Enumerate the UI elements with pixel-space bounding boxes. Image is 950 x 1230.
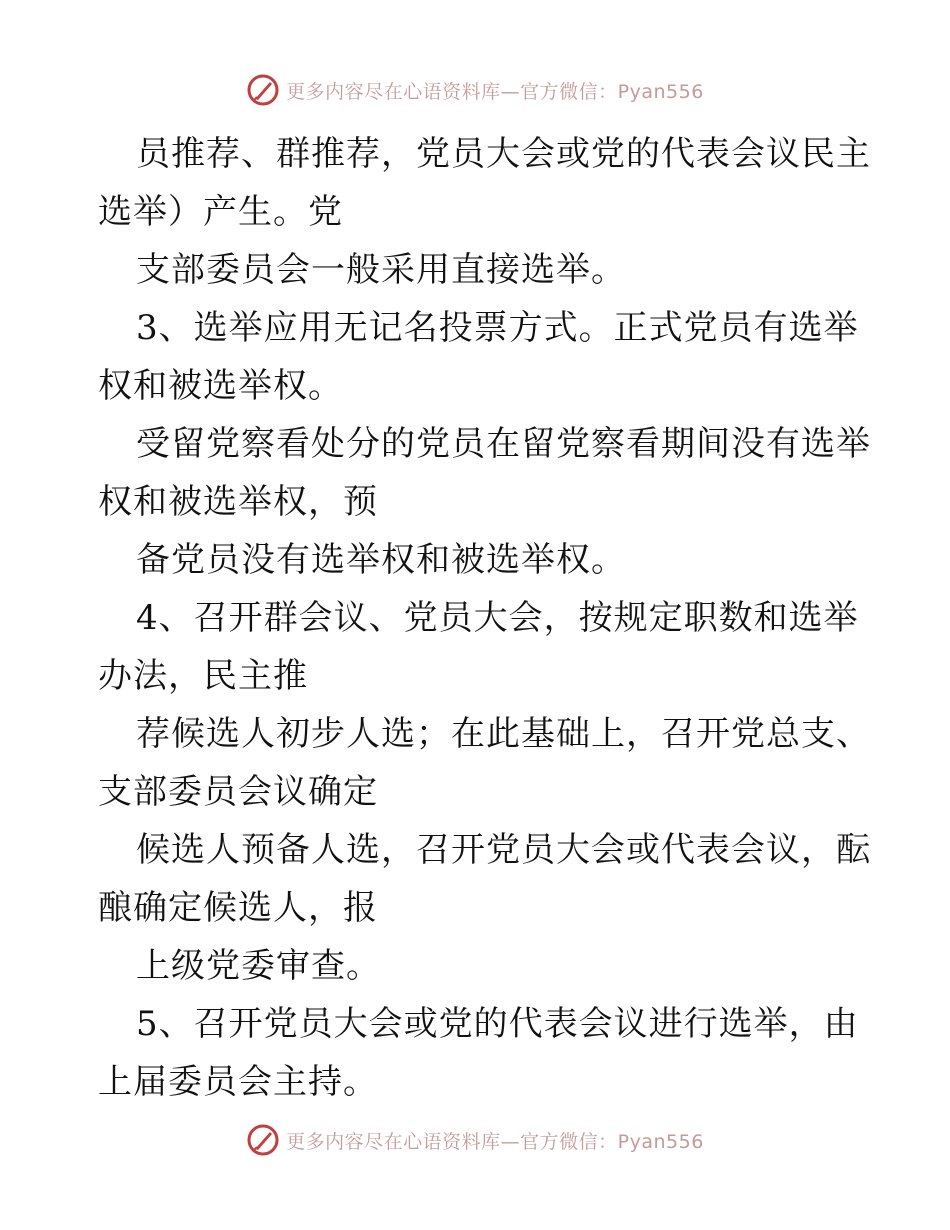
quill-circle-icon xyxy=(246,1123,280,1157)
text-line: 员推荐、群推荐，党员大会或党的代表会议民主 xyxy=(136,134,871,174)
quill-circle-icon xyxy=(246,73,280,107)
text-line: 权和被选举权，预 xyxy=(98,482,378,522)
text-line: 荐候选人初步人选；在此基础上，召开党总支、 xyxy=(136,714,871,754)
text-line: 酿确定候选人，报 xyxy=(98,888,378,928)
document-body xyxy=(98,125,871,1111)
text-line: 受留党察看处分的党员在留党察看期间没有选举 xyxy=(136,424,871,464)
text-line: 5、召开党员大会或党的代表会议进行选举，由 xyxy=(136,1004,859,1044)
footer-watermark xyxy=(0,1120,950,1160)
text-line: 权和被选举权。 xyxy=(98,366,343,406)
watermark-text: 更多内容尽在心语资料库—官方微信：Pyan556 xyxy=(286,1130,704,1153)
header-watermark xyxy=(0,70,950,110)
text-line: 支部委员会一般采用直接选举。 xyxy=(136,250,626,290)
text-line: 选举）产生。党 xyxy=(98,192,343,232)
text-line: 办法，民主推 xyxy=(98,656,308,696)
text-line: 备党员没有选举权和被选举权。 xyxy=(136,540,626,580)
text-line: 支部委员会议确定 xyxy=(98,772,378,812)
text-line: 3、选举应用无记名投票方式。正式党员有选举 xyxy=(136,308,859,348)
text-line: 4、召开群会议、党员大会，按规定职数和选举 xyxy=(136,598,859,638)
text-line: 上级党委审查。 xyxy=(136,946,381,986)
text-line: 上届委员会主持。 xyxy=(98,1062,378,1102)
watermark-text: 更多内容尽在心语资料库—官方微信：Pyan556 xyxy=(286,80,704,103)
text-line: 候选人预备人选，召开党员大会或代表会议，酝 xyxy=(136,830,871,870)
